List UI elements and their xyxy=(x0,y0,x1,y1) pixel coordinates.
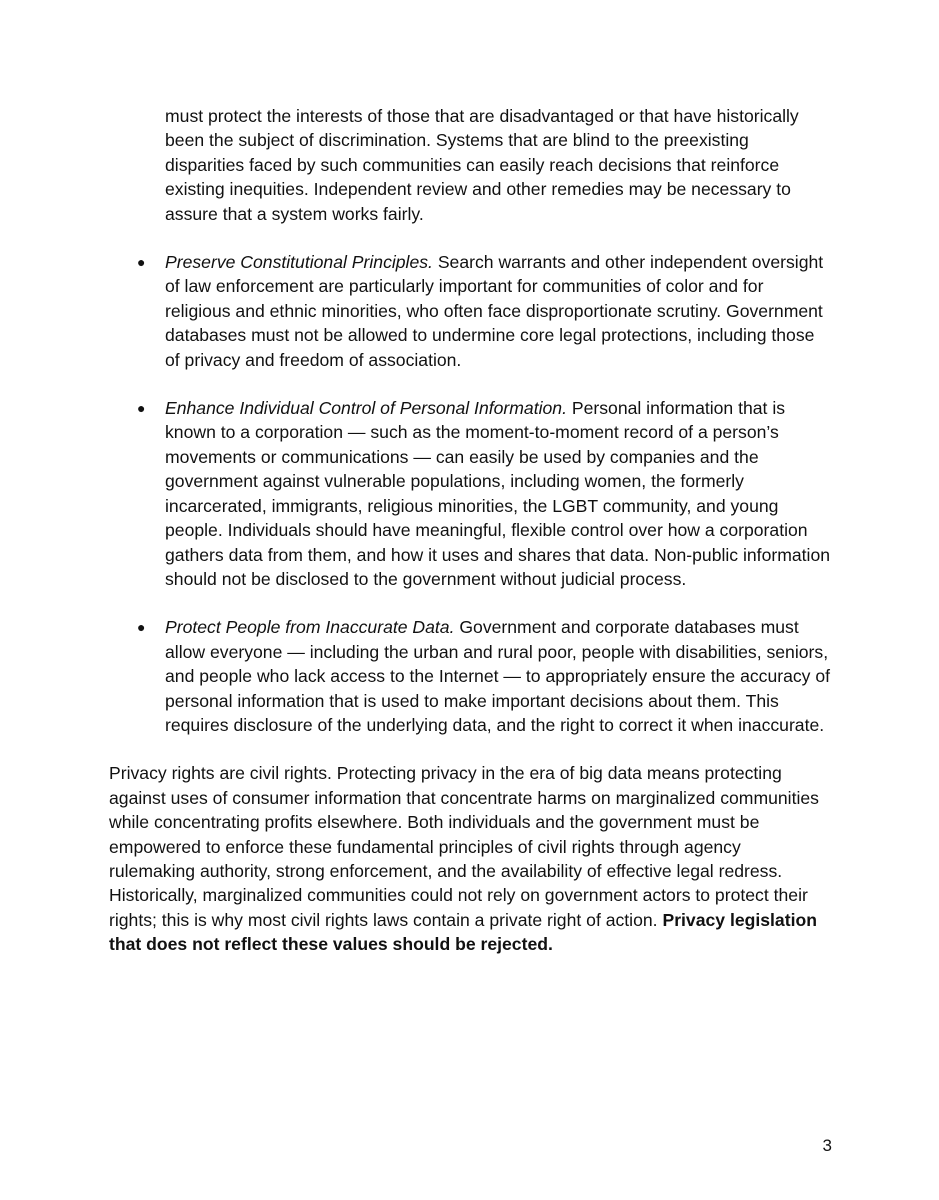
bullet-marker: ● xyxy=(137,400,146,417)
bullet-item-inaccurate-data xyxy=(109,615,831,737)
closing-paragraph xyxy=(109,761,831,956)
closing-paragraph-text: Privacy rights are civil rights. Protecting privacy in the era of big data means protecting against uses of consumer information that concentrate harms on marginalized communities while concentrating profits elsewhere. Both individuals and the government must be empowered to enforce these fundamental principles of civil rights through agency rulemaking authority, strong enforcement, and the availability of effective legal redress. Historically, marginalized communities could not rely on government actors to protect their rights; this is why most civil rights laws contain a private right of action. xyxy=(109,763,819,930)
bullet-title: Preserve Constitutional Principles. xyxy=(165,252,433,273)
bullet-text: Government and corporate databases must allow everyone — including the urban and rural poor, people with disabilities, seniors, and people who lack access to the Internet — to appropriately ensure the accuracy of personal information that is used to make important decisions about them. This requires disclosure of the underlying data, and the right to correct it when inaccurate. xyxy=(165,617,831,735)
bullet-title: Protect People from Inaccurate Data. xyxy=(165,617,455,638)
bullet-item-constitutional-principles xyxy=(109,250,831,372)
page-number: 3 xyxy=(822,1136,832,1155)
bullet-text: Search warrants and other independent oversight of law enforcement are particularly important for communities of color and for religious and ethnic minorities, who often face disproportionate scrutiny. Government databases must not be allowed to undermine core legal protections, including those of privacy and freedom of association. xyxy=(165,252,824,370)
bullet-title: Enhance Individual Control of Personal Information. xyxy=(165,398,567,419)
page-body xyxy=(109,104,831,957)
continuation-paragraph: must protect the interests of those that are disadvantaged or that have historically been the subject of discrimination. Systems that are blind to the preexisting disparities faced by such communities can easily reach decisions that reinforce existing inequities. Independent review and other remedies may be necessary to assure that a system works fairly. xyxy=(165,106,799,224)
closing-paragraph-bold-conclusion: Privacy legislation that does not reflect these values should be rejected. xyxy=(109,909,817,955)
bullet-text: Personal information that is known to a corporation — such as the moment-to-moment record of a person’s movements or communications — can easily be used by companies and the government against vulnerable populations, including women, the formerly incarcerated, immigrants, religious minorities, the LGBT community, and young people. Individuals should have meaningful, flexible control over how a corporation gathers data from them, and how it uses and shares that data. Non-public information should not be disclosed to the government without judicial process. xyxy=(165,398,831,589)
bullet-marker: ● xyxy=(137,254,146,271)
bullet-item-individual-control xyxy=(109,396,831,591)
bullet-marker: ● xyxy=(137,619,146,636)
